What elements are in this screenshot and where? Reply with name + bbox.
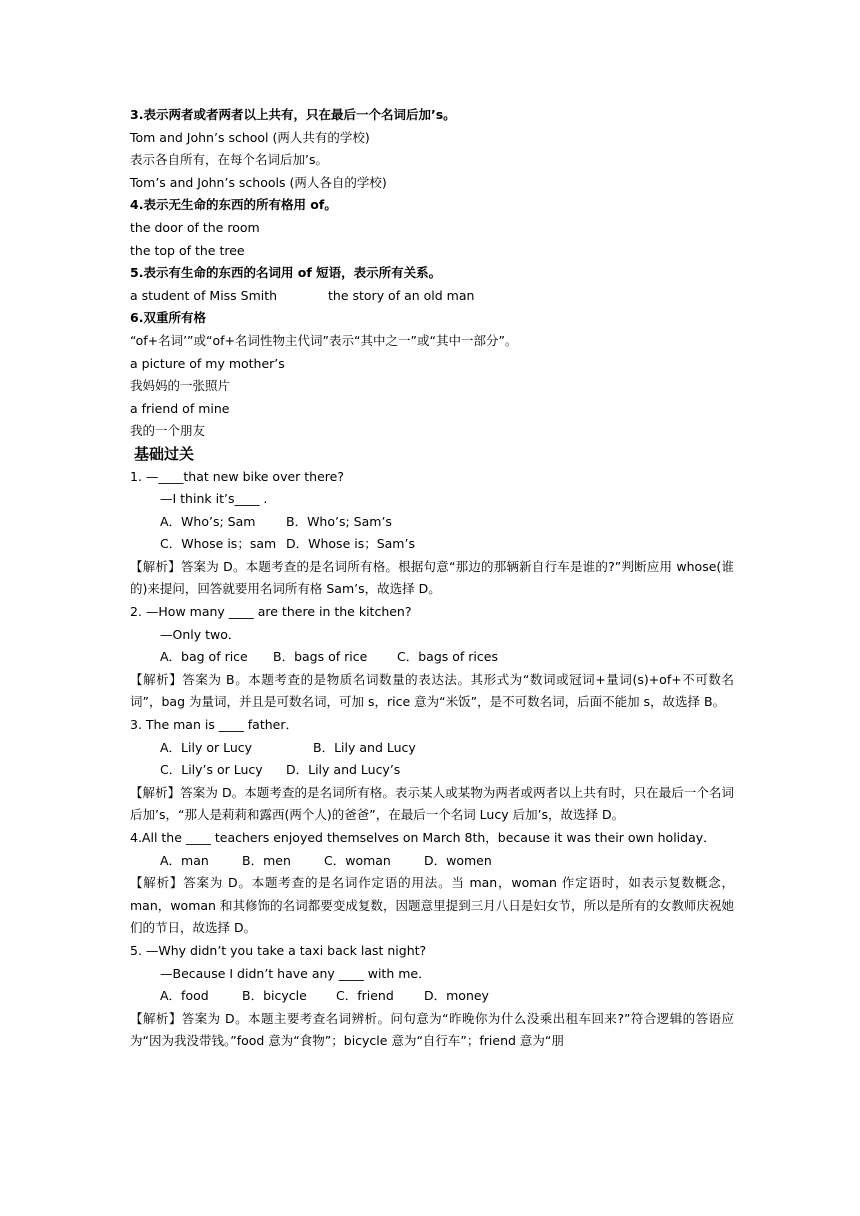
options-row (130, 759, 734, 782)
rule-4-title: 4.表示无生命的东西的所有格用 of。 (130, 197, 337, 213)
rule-3-example-1: Tom and John’s school (两人共有的学校) (130, 129, 370, 145)
question-5 (130, 940, 734, 1053)
option-b: B．men (242, 852, 291, 868)
option-b: B．bags of rice (273, 649, 368, 665)
rule-6-example-2: a friend of mine (130, 400, 230, 416)
question-stem: 4.All the ____ teachers enjoyed themselves on March 8th，because it was their own holiday． (130, 830, 716, 845)
rule-5-example-2: the story of an old man (328, 287, 475, 303)
question-analysis: 【解析】答案为 D。本题考查的是名词所有格。根据句意“那边的那辆新自行车是谁的?”判断应用 whose(谁的)来提问，回答就要用名词所有格 Sam’s，故选择 D。 (130, 558, 734, 597)
question-analysis: 【解析】答案为 D。本题考查的是名词所有格。表示某人或某物为两者或两者以上共有时，只在最后一个名词后加’s，“那人是莉莉和露西(两个人)的爸爸”，在最后一个名词 Lucy 后加’s，故选择 D。 (130, 784, 734, 823)
options-row (130, 533, 734, 556)
rule-3-example-2: Tom’s and John’s schools (两人各自的学校) (130, 174, 387, 190)
question-stem: 5. —Why didn’t you take a taxi back last night? (130, 942, 427, 958)
question-sub: —I think it’s____ . (160, 491, 268, 507)
option-b: B．bicycle (242, 988, 307, 1004)
option-c: C．Lily’s or Lucy (160, 762, 263, 778)
option-c: C．bags of rices (397, 649, 498, 665)
options-row (130, 646, 734, 669)
question-2 (130, 601, 734, 714)
section-title: 基础过关 (134, 444, 195, 463)
question-stem: 3. The man is ____ father． (130, 717, 298, 733)
rule-4-example-2: the top of the tree (130, 242, 245, 258)
rule-4-example-1: the door of the room (130, 219, 260, 235)
option-b: B．Who’s; Sam’s (286, 513, 392, 529)
option-d: D．women (424, 852, 492, 868)
rule-5-title: 5.表示有生命的东西的名词用 of 短语，表示所有关系。 (130, 265, 442, 281)
rule-5-example-1: a student of Miss Smith (130, 287, 278, 303)
document-page (130, 104, 734, 1053)
rule-6-example-1-translation: 我妈妈的一张照片 (130, 378, 231, 394)
question-3 (130, 714, 734, 827)
option-b: B．Lily and Lucy (313, 739, 416, 755)
option-a: A．man (160, 852, 209, 868)
question-sub: —Because I didn’t have any ____ with me． (160, 965, 431, 981)
options-row (130, 737, 734, 760)
question-analysis: 【解析】答案为 D。本题主要考查名词辨析。问句意为“昨晚你为什么没乘出租车回来?”符合逻辑的答语应为“因为我没带钱。”food 意为“食物”；bicycle 意为“自行车”；friend 意为“朋 (130, 1010, 734, 1049)
rule-3-note: 表示各自所有，在每个名词后加’s。 (130, 152, 328, 168)
rule-6-title: 6.双重所有格 (130, 310, 206, 326)
rule-6-description: “of+名词’”或“of+名词性物主代词”表示“其中之一”或“其中一部分”。 (130, 332, 518, 348)
option-d: D．Lily and Lucy’s (286, 762, 401, 778)
rule-5-examples (130, 285, 734, 308)
option-a: A．Who’s; Sam (160, 513, 256, 529)
question-analysis: 【解析】答案为 D。本题考查的是名词作定语的用法。当 man，woman 作定语时，如表示复数概念，man，woman 和其修饰的名词都要变成复数，因题意里提到三月八日是妇女节，所以是所有的女教师庆祝她们的节日，故选择 D。 (130, 875, 734, 936)
option-c: C．Whose is；sam (160, 536, 277, 552)
question-4 (130, 827, 734, 940)
option-c: C．friend (336, 988, 394, 1004)
question-sub: —Only two． (160, 626, 241, 642)
option-a: A．Lily or Lucy (160, 739, 253, 755)
option-d: D．money (424, 988, 489, 1004)
question-analysis: 【解析】答案为 B。本题考查的是物质名词数量的表达法。其形式为“数词或冠词+量词(s)+of+不可数名词”，bag 为量词，并且是可数名词，可加 s，rice 意为“米饭”，是不可数名词，后面不能加 s，故选择 B。 (130, 671, 734, 710)
rule-6-example-1: a picture of my mother’s (130, 355, 285, 371)
options-row (130, 511, 734, 534)
rule-6-example-2-translation: 我的一个朋友 (130, 423, 206, 439)
question-1 (130, 466, 734, 602)
options-row (130, 985, 734, 1008)
question-stem: 1. —____that new bike over there? (130, 468, 344, 484)
options-row (130, 850, 734, 873)
rule-3-title: 3.表示两者或者两者以上共有，只在最后一个名词后加’s。 (130, 107, 456, 122)
option-a: A．bag of rice (160, 649, 248, 665)
option-c: C．woman (324, 852, 391, 868)
option-d: D．Whose is；Sam’s (286, 536, 415, 552)
question-stem: 2. —How many ____ are there in the kitchen? (130, 604, 412, 620)
option-a: A．food (160, 988, 209, 1004)
